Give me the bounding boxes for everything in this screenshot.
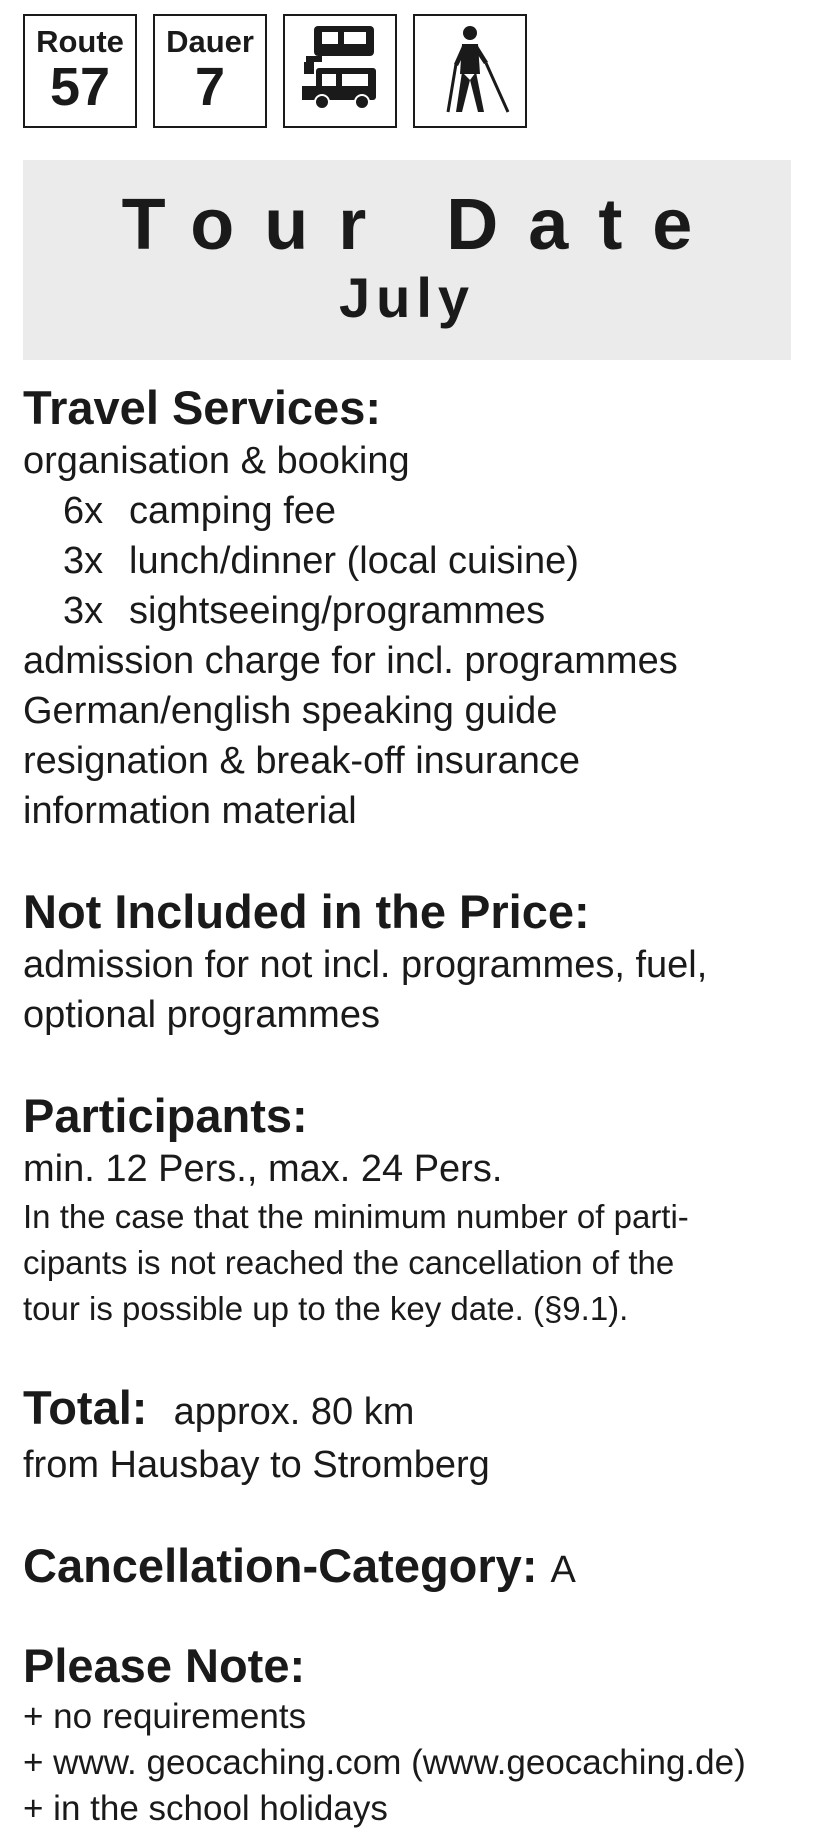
route-label: Route	[36, 24, 124, 59]
not-included-line: admission for not incl. programmes, fuel,	[23, 944, 708, 986]
duration-number: 7	[194, 57, 226, 117]
total-label: Total:	[23, 1381, 148, 1434]
note-item: + www. geocaching.com (www.geocaching.de)	[23, 1743, 746, 1782]
participants-heading: Participants:	[23, 1089, 308, 1142]
service-qty: 3x	[63, 590, 104, 632]
tour-date-title: Tour Date	[121, 185, 723, 265]
service-text: lunch/dinner (local cuisine)	[129, 540, 579, 582]
route-number: 57	[49, 57, 111, 117]
participants-note: tour is possible up to the key date. (§9.1).	[23, 1290, 629, 1327]
service-text: camping fee	[129, 490, 337, 532]
total-route: from Hausbay to Stromberg	[23, 1444, 490, 1486]
hiker-icon	[430, 24, 510, 116]
duration-badge	[153, 14, 267, 128]
route-badge	[23, 14, 137, 128]
total-row	[23, 1380, 813, 1440]
service-item	[23, 486, 813, 536]
travel-services-line: German/english speaking guide	[23, 690, 558, 732]
travel-services-line: admission charge for incl. programmes	[23, 640, 678, 682]
travel-services-line: information material	[23, 790, 357, 832]
service-qty: 6x	[63, 490, 104, 532]
total-distance: approx. 80 km	[173, 1391, 415, 1433]
camper-van-icon	[300, 24, 380, 110]
note-item: + no requirements	[23, 1697, 307, 1736]
cancellation-row	[23, 1538, 813, 1598]
hiker-badge	[413, 14, 527, 128]
participants-note: cipants is not reached the cancellation of the	[23, 1244, 675, 1281]
cancellation-label: Cancellation-Category:	[23, 1539, 538, 1592]
tour-details	[23, 380, 813, 1832]
tour-month: July	[338, 266, 476, 329]
note-item: + in the school holidays	[23, 1789, 388, 1828]
participants-note: In the case that the minimum number of parti-	[23, 1198, 689, 1235]
camper-badge	[283, 14, 397, 128]
service-text: sightseeing/programmes	[129, 590, 546, 632]
cancellation-category: A	[550, 1549, 576, 1591]
duration-label: Dauer	[166, 24, 254, 59]
participants-range: min. 12 Pers., max. 24 Pers.	[23, 1148, 503, 1190]
travel-services-heading: Travel Services:	[23, 381, 381, 434]
service-qty: 3x	[63, 540, 104, 582]
travel-services-line: resignation & break-off insurance	[23, 740, 580, 782]
not-included-line: optional programmes	[23, 994, 380, 1036]
not-included-heading: Not Included in the Price:	[23, 885, 590, 938]
please-note-heading: Please Note:	[23, 1639, 306, 1692]
service-item	[23, 586, 813, 636]
service-item	[23, 536, 813, 586]
travel-services-line: organisation & booking	[23, 440, 410, 482]
tour-date-header	[23, 160, 791, 360]
